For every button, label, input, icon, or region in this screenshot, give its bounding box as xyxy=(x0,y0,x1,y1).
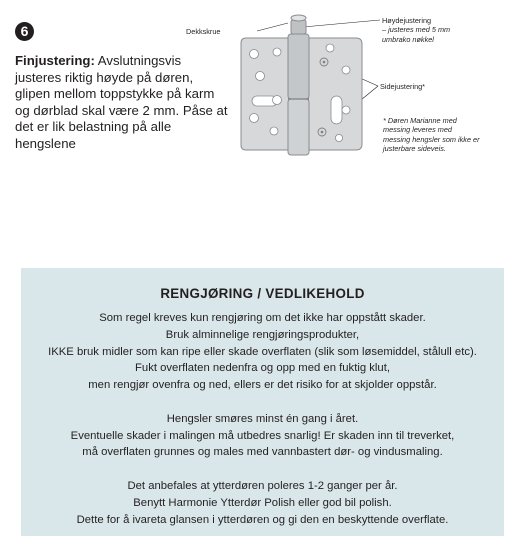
footnote-line: justerbare sideveis. xyxy=(383,144,446,154)
screw-hole xyxy=(273,96,282,105)
footnote-line: messing leveres med xyxy=(383,125,452,135)
panel-line: Det anbefales at ytterdøren poleres 1-2 ganger per år. xyxy=(127,479,398,492)
screw-hole xyxy=(250,50,259,59)
panel-line: IKKE bruk midler som kan ripe eller skade overflaten (slik som løsemiddel, stålull etc). xyxy=(48,345,477,358)
panel-line: Bruk alminnelige rengjøringsprodukter, xyxy=(165,328,360,341)
hinge-right-leaf xyxy=(307,38,362,150)
panel-line: Eventuelle skader i malingen må utbedres snarlig! Er skaden inn til treverket, xyxy=(70,429,455,442)
hex-socket xyxy=(321,131,324,134)
hinge-illustration xyxy=(170,0,524,180)
figure-footnote xyxy=(383,116,480,154)
screw-hole xyxy=(342,66,350,74)
intro-text: Avslutningsvis justeres riktig høyde på døren, glipen mellom toppstykke på karm og dørblad skal være 2 mm. Påse at det er lik belastning på alle hengslene xyxy=(15,53,228,151)
screw-hole xyxy=(335,134,342,141)
leader-hoyde xyxy=(303,20,380,27)
paragraph-spacer xyxy=(21,394,504,411)
callout-hoydejustering xyxy=(382,16,450,44)
callout-hoyde-line: Høydejustering xyxy=(382,16,432,25)
panel-line: Fukt overflaten nedenfra og opp med en fuktig klut, xyxy=(135,362,390,375)
callout-hoyde-line: – justeres med 5 mm xyxy=(382,25,451,35)
hinge-barrel-lower xyxy=(288,99,309,155)
screw-hole xyxy=(270,127,278,135)
footnote-line: * Døren Marianne med xyxy=(383,116,457,125)
panel-line: Benytt Harmonie Ytterdør Polish eller god bil polish. xyxy=(133,496,392,509)
callout-dekkskrue: Dekkskrue xyxy=(186,27,221,36)
callout-sidejustering: Sidejustering* xyxy=(380,82,426,91)
panel-line: men rengjør ovenfra og ned, ellers er det risiko for at skjolder oppstår. xyxy=(88,379,437,392)
step-number-badge: 6 xyxy=(15,22,34,41)
cover-screw-head xyxy=(291,15,306,21)
hex-socket xyxy=(323,61,326,64)
panel-line: må overflaten grunnes og males med vannbastert dør- og vindusmaling. xyxy=(82,446,443,459)
hinge-barrel-upper xyxy=(288,34,309,99)
cover-screw-icon xyxy=(291,20,306,34)
panel-line: Som regel kreves kun rengjøring om det ikke har oppstått skader. xyxy=(99,312,426,324)
intro-bold-label: Finjustering: xyxy=(15,53,95,68)
hinge-left-leaf xyxy=(241,38,291,150)
paragraph-spacer xyxy=(21,461,504,478)
maintenance-panel xyxy=(21,268,504,536)
screw-hole xyxy=(256,72,265,81)
screw-hole xyxy=(342,106,350,114)
panel-line: Hengsler smøres minst én gang i året. xyxy=(166,412,359,425)
panel-body xyxy=(21,310,504,528)
screw-hole xyxy=(273,48,281,56)
slot-hole xyxy=(331,96,342,124)
callout-hoyde-line: umbrako nøkkel xyxy=(382,34,434,44)
leader-dekkskrue xyxy=(257,23,288,31)
panel-heading: RENGJØRING / VEDLIKEHOLD xyxy=(160,286,365,301)
footnote-line: messing hengsler som ikke er xyxy=(383,134,480,144)
panel-line: Dette for å ivareta glansen i ytterdøren og gi den en beskyttende overflate. xyxy=(76,513,449,526)
screw-hole xyxy=(250,114,259,123)
screw-hole xyxy=(326,44,334,52)
